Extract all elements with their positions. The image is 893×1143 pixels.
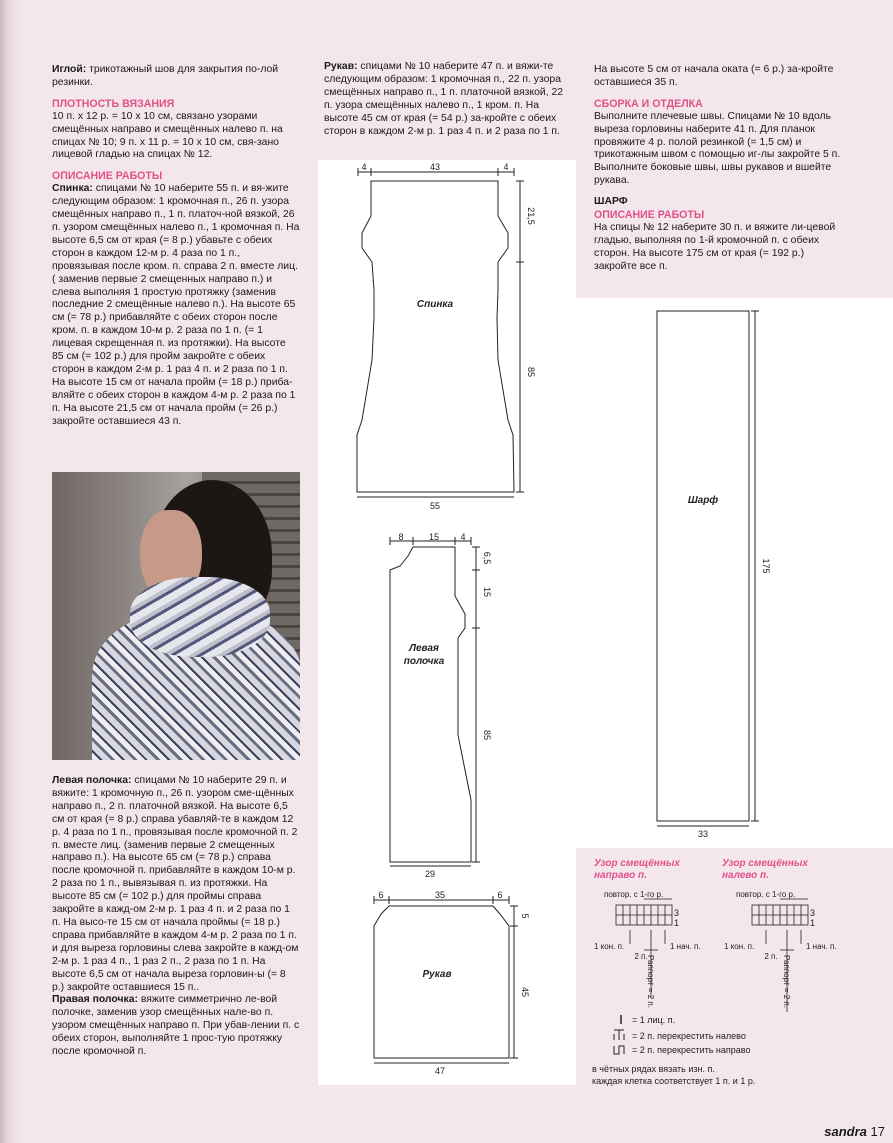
brand-name: sandra xyxy=(824,1124,867,1139)
scarf-label: Шарф xyxy=(687,495,719,506)
back-dim-bottom: 55 xyxy=(429,501,441,511)
left-front-paragraph: Левая полочка: спицами № 10 наберите 29 п. и вяжите: 1 кромочную п., 26 п. узором сме-щённых направо п., 2 п. платочной вязкой. На высоте 6,5 см от края (= 8 р.) справа убавляй-те в каждом 12 р. 4 раза по 1 п., провязывая после кромочной п. 2 п. вместе лиц. (заменив первые 2 смещенных направо п.). На высоте 65 см (= 78 р.) справа после кромочной п. прибавляйте в каждом 10-м р. 2 раза по 1 п., вывязывая п. из протяжки. На высоте 85 см (= 102 р.) для проймы справа закройте в кажд-ом 2-м р. 1 раз 4 п. и 2 раза по 1 п. На высо-те 15 см от начала проймы (= 18 р.) справа прибавляйте в каждом 4-м р. 2 раза по 1 п. и для выреза горловины слева закройте в кажд-ом 2-м р. 1 раз 4 п., 1 раз 2 п., 2 раза по 1 п. На высоте 6,5 см от начала выреза горловин-ы (= 8 р.) закройте оставшиеся 15 п.. xyxy=(52,775,299,993)
back-dim-top-right: 4 xyxy=(503,162,509,172)
page-footer xyxy=(824,1124,885,1139)
front-label-line2: полочка xyxy=(403,656,445,667)
diagram-panel-right xyxy=(576,298,893,848)
legend-note-2: каждая клетка соответствует 1 п. и 1 р. xyxy=(592,1076,756,1086)
pattern-left-title-1: Узор смещённых xyxy=(722,858,808,869)
assembly-text: Выполните плечевые швы. Спицами № 10 вдоль выреза горловины наберите 41 п. Для планок провяжите 4 р. полой резинкой (= 1,5 см) и трикотажным швом с помощью иг-лы закройте 5 п. Выполните боковые швы, швы рукавов и вшейте рукава. xyxy=(594,110,841,187)
pattern-left-rapport: Раппорт = 2 п. xyxy=(782,955,791,1008)
cross-left-symbol-icon xyxy=(614,1030,624,1040)
density-heading: ПЛОТНОСТЬ ВЯЗАНИЯ xyxy=(52,97,175,110)
sleeve-dim-side-lower: 45 xyxy=(520,986,530,998)
pattern-right-end: 1 кон. п. xyxy=(594,942,625,951)
back-dim-top-mid: 43 xyxy=(429,162,441,172)
sleeve-paragraph: Рукав: спицами № 10 наберите 47 п. и вяжи-те следующим образом: 1 кромочная п., 22 п. узора смещённых направо п., 1 п. платочной вязкой, 22 п. узора смещённых налево п., 1 кром. п. На высоте 45 см от края (= 54 р.) за-кройте с обеих сторон в каждом 2-м р. 1 раз 4 п. и 2 раза по 1 п. xyxy=(324,61,564,137)
scarf-heading: ОПИСАНИЕ РАБОТЫ xyxy=(594,209,705,222)
pattern-left-start: 1 нач. п. xyxy=(806,942,837,951)
pattern-legend xyxy=(592,1015,755,1086)
front-dim-side-b: 15 xyxy=(482,586,492,598)
sleeve-dim-side-upper: 5 xyxy=(520,913,530,919)
pattern-left-row3: 3 xyxy=(810,908,816,918)
cap-text: На высоте 5 см от начала оката (= 6 р.) за-кройте оставшиеся 35 п. xyxy=(594,64,834,88)
needle-paragraph: Иглой: трикотажный шов для закрытия по-лой резинки. xyxy=(52,64,279,88)
sleeve-dim-top-mid: 35 xyxy=(434,890,446,900)
sleeve-dim-top-left: 6 xyxy=(378,890,384,900)
back-dim-top-left: 4 xyxy=(361,162,367,172)
pattern-right-start: 1 нач. п. xyxy=(670,942,701,951)
pattern-left-row1: 1 xyxy=(810,918,816,928)
front-dim-top-a: 8 xyxy=(398,532,404,542)
page-number: 17 xyxy=(870,1124,885,1139)
front-dim-top-c: 4 xyxy=(460,532,466,542)
legend-cross-left: = 2 п. перекрестить налево xyxy=(632,1031,746,1041)
legend-note-1: в чётных рядах вязать изн. п. xyxy=(592,1064,715,1074)
density-text: 10 п. х 12 р. = 10 х 10 см, связано узорами смещённых направо и смещённых налево п. на спицах № 10; 9 п. х 11 р. = 10 х 10 см, свя-зано лицевой гладью на спицах № 12. xyxy=(52,110,283,161)
pattern-chart-left-cross xyxy=(722,858,837,1012)
pattern-right-title-2: направо п. xyxy=(594,870,647,881)
scarf-dim-side: 175 xyxy=(761,558,771,574)
front-label-line1: Левая xyxy=(409,643,439,654)
right-front-paragraph: Правая полочка: вяжите симметрично ле-вой полочке, заменив узор смещённых нале-во п. узором смещённых направо п. При убав-лении п. с обеих сторон, выполняйте 1 прос-тую протяжку после кромочной п. xyxy=(52,994,300,1058)
pattern-right-row3: 3 xyxy=(674,908,680,918)
sleeve-dim-bottom: 47 xyxy=(434,1066,446,1076)
pattern-right-title-1: Узор смещённых xyxy=(594,858,680,869)
cross-right-symbol-icon xyxy=(614,1046,624,1054)
sleeve-label: Рукав xyxy=(422,969,452,980)
scarf-text: На спицы № 12 наберите 30 п. и вяжите ли-цевой гладью, выполняя по 1-й кромочной п. с обеих сторон. На высоте 175 см от края (= 192 р.) закройте все п. xyxy=(594,221,836,272)
pattern-right-repeat: повтор. с 1-го р. xyxy=(604,890,664,899)
back-label: Спинка xyxy=(416,299,454,310)
back-dim-side-lower: 85 xyxy=(526,366,536,378)
pattern-left-repeat: повтор. с 1-го р. xyxy=(736,890,796,899)
front-dim-side-a: 6,5 xyxy=(482,551,492,565)
sleeve-dim-top-right: 6 xyxy=(497,890,503,900)
pattern-right-row1: 1 xyxy=(674,918,680,928)
pattern-left-title-2: налево п. xyxy=(722,870,769,881)
work-heading: ОПИСАНИЕ РАБОТЫ xyxy=(52,170,163,183)
front-dim-top-b: 15 xyxy=(428,532,440,542)
scarf-dim-bottom: 33 xyxy=(697,829,709,839)
pattern-right-rapport: Раппорт = 2 п. xyxy=(646,955,655,1008)
assembly-heading: СБОРКА И ОТДЕЛКА xyxy=(594,97,703,110)
back-dim-side-upper: 21,5 xyxy=(526,207,536,225)
front-dim-side-c: 85 xyxy=(482,729,492,741)
pattern-left-two: 2 п. xyxy=(764,952,778,961)
pattern-chart-right-cross xyxy=(594,858,701,1008)
pattern-left-end: 1 кон. п. xyxy=(724,942,755,951)
back-paragraph: Спинка: спицами № 10 наберите 55 п. и вя-жите следующим образом: 1 кромочная п., 26 п. узора смещённых направо п., 1 п. платоч-ной вязкой, 26 п. узором смещённых налево п., 1 кромочная п. На высоте 6,5 см от края (= 8 р.) убавьте с обеих сторон в каждом 12-м р. 4 раза по 1 п., провязывая после кром. п. справа 2 п. вместе лиц. ( заменив первые 2 смещенных направо п.) и слева выполняя 1 простую протяжку (заменив последние 2 смещённые налево п.). На высоте 65 см (= 78 р.) прибавляйте с обеих сторон после кром. п. в каждом 10-м р. 2 раза по 1 п. (= 1 лицевая скрещенная п. из протяжки). На высоте 85 см (= 102 р.) для пройм закройте с обеих сторон в каждом 2-м р. 1 раз 4 п. и 2 раза по 1 п. На высоте 15 см от начала пройм (= 18 р.) приба-вляйте с обеих сторон в каждом 4-м р. 2 раза по 1 п. На высоте 21,5 см от начала пройм (= 26 р.) закройте оставшиеся 43 п. xyxy=(52,183,300,427)
scarf-title: ШАРФ xyxy=(594,196,628,208)
legend-knit: = 1 лиц. п. xyxy=(632,1015,676,1025)
legend-cross-right: = 2 п. перекрестить направо xyxy=(632,1045,751,1055)
pattern-right-two: 2 п. xyxy=(634,952,648,961)
front-dim-bottom: 29 xyxy=(424,869,436,879)
